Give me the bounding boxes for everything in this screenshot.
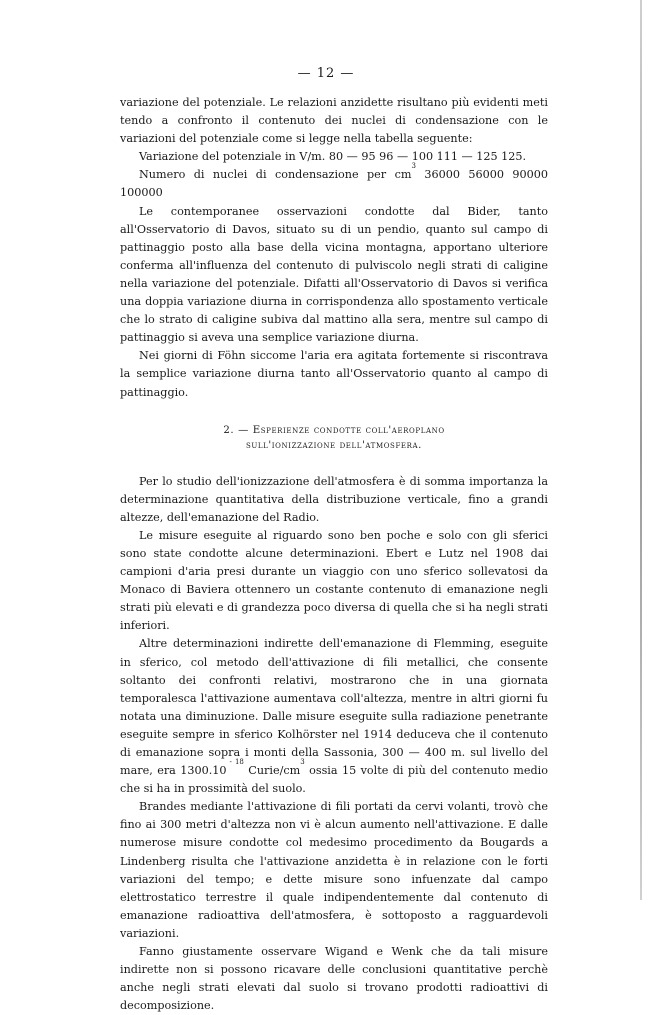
paragraph-8: Fanno giustamente osservare Wigand e Wenk che da tali misure indirette non si possono ricavare delle conclusioni quantitative perchè anche negli strati elevati dal suolo si trovano prodotti radioattivi di decomposizione. bbox=[120, 945, 548, 1013]
table-row-nuclei-values: 36000 56000 90000 100000 bbox=[120, 168, 548, 200]
table-row-nuclei-exponent: 3 bbox=[411, 162, 416, 171]
table-row-nuclei bbox=[120, 162, 548, 202]
paragraph-6-part-c: ossia 15 volte di più del contenuto medio che si ha in prossimità del suolo. bbox=[120, 764, 548, 796]
paragraph-7: Brandes mediante l'attivazione di fili portati da cervi volanti, trovò che fino ai 300 metri d'altezza non vi è alcun aumento nell'attivazione. E dalle numerose misure condotte col medesimo procedimento da Bougards a Lindenberg risulta che l'attivazione anzidetta è in relazione con le forti variazioni del tempo; e dette misure sono infuenzate dal campo elettrostatico terrestre il quale indipendentemente dal contenuto di emanazione radioattiva dell'atmosfera, è sottoposto a ragguardevoli variazioni. bbox=[120, 800, 548, 940]
paragraph-6-part-b: Curie/cm bbox=[243, 764, 301, 778]
section-heading-line-2: sull'ionizzazione dell'atmosfera. bbox=[245, 439, 422, 451]
paragraph-6-exponent-1: - 18 bbox=[226, 758, 244, 767]
section-heading-line-1: 2. — Esperienze condotte coll'aeroplano bbox=[223, 424, 445, 436]
data-table bbox=[120, 148, 548, 202]
paragraph-6 bbox=[120, 635, 548, 798]
paragraph-2: Le contemporanee osservazioni condotte dal Bider, tanto all'Osservatorio di Davos, situato su di un pendio, quanto sul campo di pattinaggio posto alla base della vicina montagna, apportano ulteriore conferma all'influenza del contenuto di pulviscolo negli strati di caligine nella variazione del potenziale. Difatti all'Osservatorio di Davos si verifica una doppia variazione diurna in corrispondenza allo spostamento verticale che lo strato di caligine subiva dal mattino alla sera, mentre sul campo di pattinaggio si aveva una semplice variazione diurna. bbox=[120, 204, 548, 345]
paragraph-6-part-a: Altre determinazioni indirette dell'emanazione di Flemming, eseguite in sferico, col metodo dell'attivazione di fili metallici, che consente soltanto dei confronti relativi, mostrarono che in una giornata temporalesca l'attivazione aumentava coll'altezza, mentre in altri giorni fu notata una diminuzione. Dalle misure eseguite sulla radiazione penetrante eseguite sempre in sferico Kolhörster nel 1914 deduceva che il contenuto di emanazione sopra i monti della Sassonia, 300 — 400 m. sul livello del mare, era 1300.10 bbox=[120, 637, 548, 778]
page-edge-shadow bbox=[640, 0, 642, 900]
paragraph-1: variazione del potenziale. Le relazioni anzidette risultano più evidenti meti tendo a confronto il contenuto dei nuclei di condensazione con le variazioni del potenziale come si legge nella tabella seguente: bbox=[120, 96, 548, 146]
table-row-potential: Variazione del potenziale in V/m. 80 — 95 96 — 100 111 — 125 125. bbox=[139, 150, 527, 164]
body-text bbox=[120, 94, 548, 1015]
paragraph-3: Nei giorni di Föhn siccome l'aria era agitata fortemente si riscontrava la semplice variazione diurna tanto all'Osservatorio quanto al campo di pattinaggio. bbox=[120, 349, 548, 399]
paragraph-6-exponent-2: 3 bbox=[300, 758, 305, 767]
section-heading bbox=[120, 423, 548, 453]
paragraph-5: Le misure eseguite al riguardo sono ben poche e solo con gli sferici sono state condotte alcune determinazioni. Ebert e Lutz nel 1908 dai campioni d'aria presi durante un viaggio con uno sferico sollevatosi da Monaco di Baviera ottennero un costante contenuto di emanazione negli strati più elevati e di grandezza poco diversa di quella che si ha negli strati inferiori. bbox=[120, 528, 548, 633]
table-row-nuclei-label: Numero di nuclei di condensazione per cm bbox=[139, 168, 412, 182]
page-number: — 12 — bbox=[297, 66, 355, 81]
paragraph-4: Per lo studio dell'ionizzazione dell'atmosfera è di somma importanza la determinazione quantitativa della distribuzione verticale, fino a grandi altezze, dell'emanazione del Radio. bbox=[120, 474, 548, 524]
